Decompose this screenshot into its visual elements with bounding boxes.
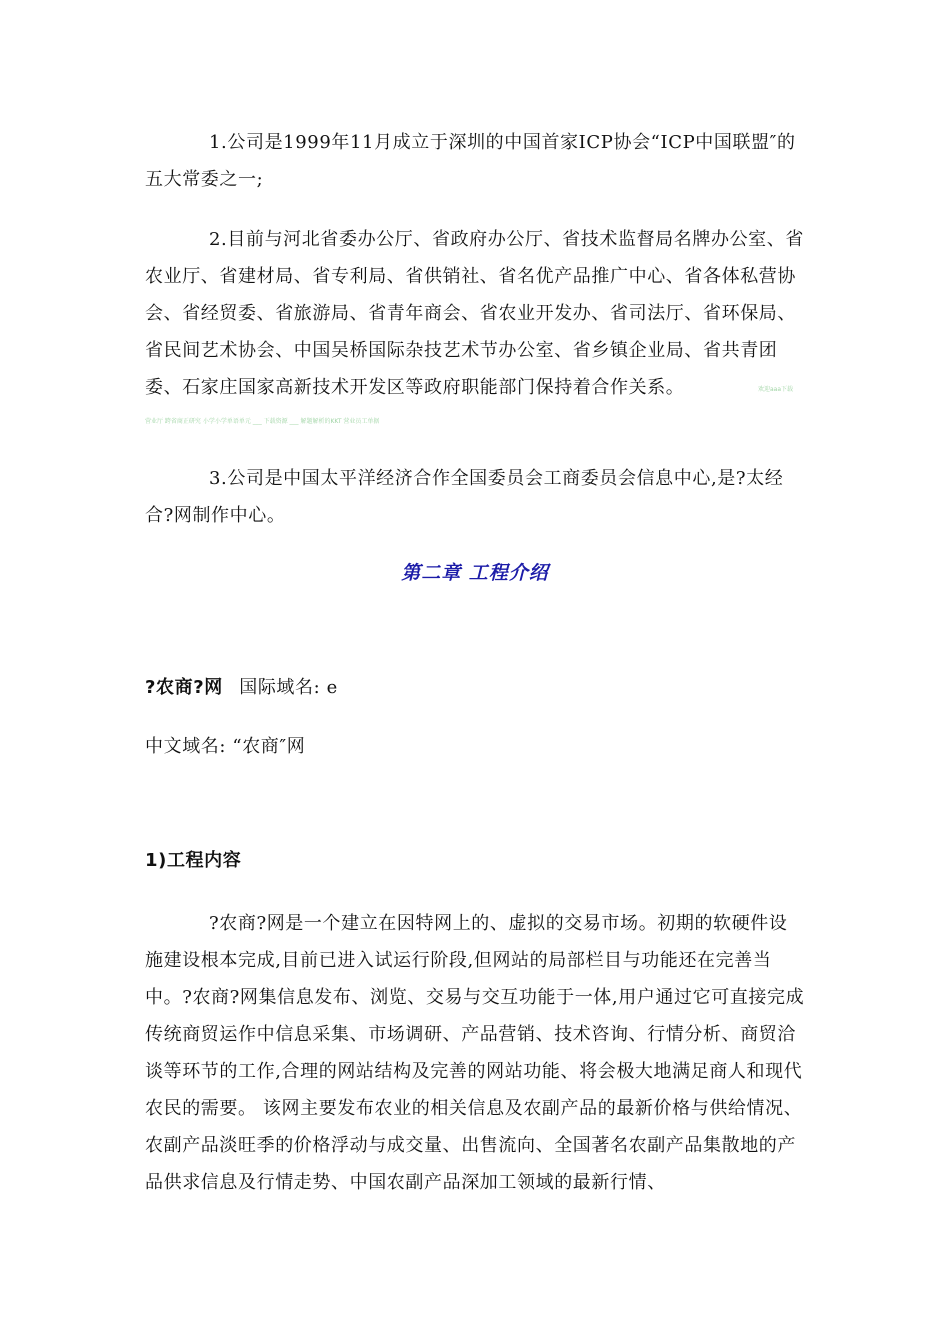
paragraph-company-icp: 1.公司是1999年11月成立于深圳的中国首家ICP协会“ICP中国联盟″的五大常委之一; (145, 132, 796, 190)
site-name: ?农商?网 (145, 677, 223, 698)
cn-domain-label: 中文域名: “农商″网 (145, 736, 306, 757)
chapter-heading: 第二章 工程介绍 (401, 562, 549, 584)
section-heading-project-content: 1)工程内容 (145, 850, 242, 871)
paragraph-partners: 2.目前与河北省委办公厅、省政府办公厅、省技术监督局名牌办公室、省农业厅、省建材局、省专利局、省供销社、省名优产品推广中心、省各体私营协会、省经贸委、省旅游局、省青年商会、省农业开发办、省司法厅、省环保局、省民间艺术协会、中国吴桥国际杂技艺术节办公室、省乡镇企业局、省共青团委、石家庄国家高新技术开发区等政府职能部门保持着合作关系。 (145, 229, 804, 398)
faint-watermark-text-1: 欢迎aaa下载 (758, 386, 794, 393)
domain-intl-line (145, 673, 338, 703)
paragraph-apec-center: 3.公司是中国太平洋经济合作全国委员会工商委员会信息中心,是?太经合?网制作中心。 (145, 468, 784, 526)
intl-domain-label: 国际域名: e (239, 677, 338, 698)
paragraph-project-content: ?农商?网是一个建立在因特网上的、虚拟的交易市场。初期的软硬件设施建设根本完成,目前已进入试运行阶段,但网站的局部栏目与功能还在完善当中。?农商?网集信息发布、浏览、交易与交互功能于一体,用户通过它可直接完成传统商贸运作中信息采集、市场调研、产品营销、技术咨询、行情分析、商贸洽谈等环节的工作,合理的网站结构及完善的网站功能、将会极大地满足商人和现代农民的需要。 该网主要发布农业的相关信息及农副产品的最新价格与供给情况、农副产品淡旺季的价格浮动与成交量、出售流向、全国著名农副产品集散地的产品供求信息及行情走势、中国农副产品深加工领域的最新行情、 (145, 913, 805, 1193)
faint-watermark-text-2: 营业厅 跨省商正研究 小学小学单语单元 ___ 下载资源 ___ 解题解析的KKT 营业员工单据 (145, 418, 380, 425)
